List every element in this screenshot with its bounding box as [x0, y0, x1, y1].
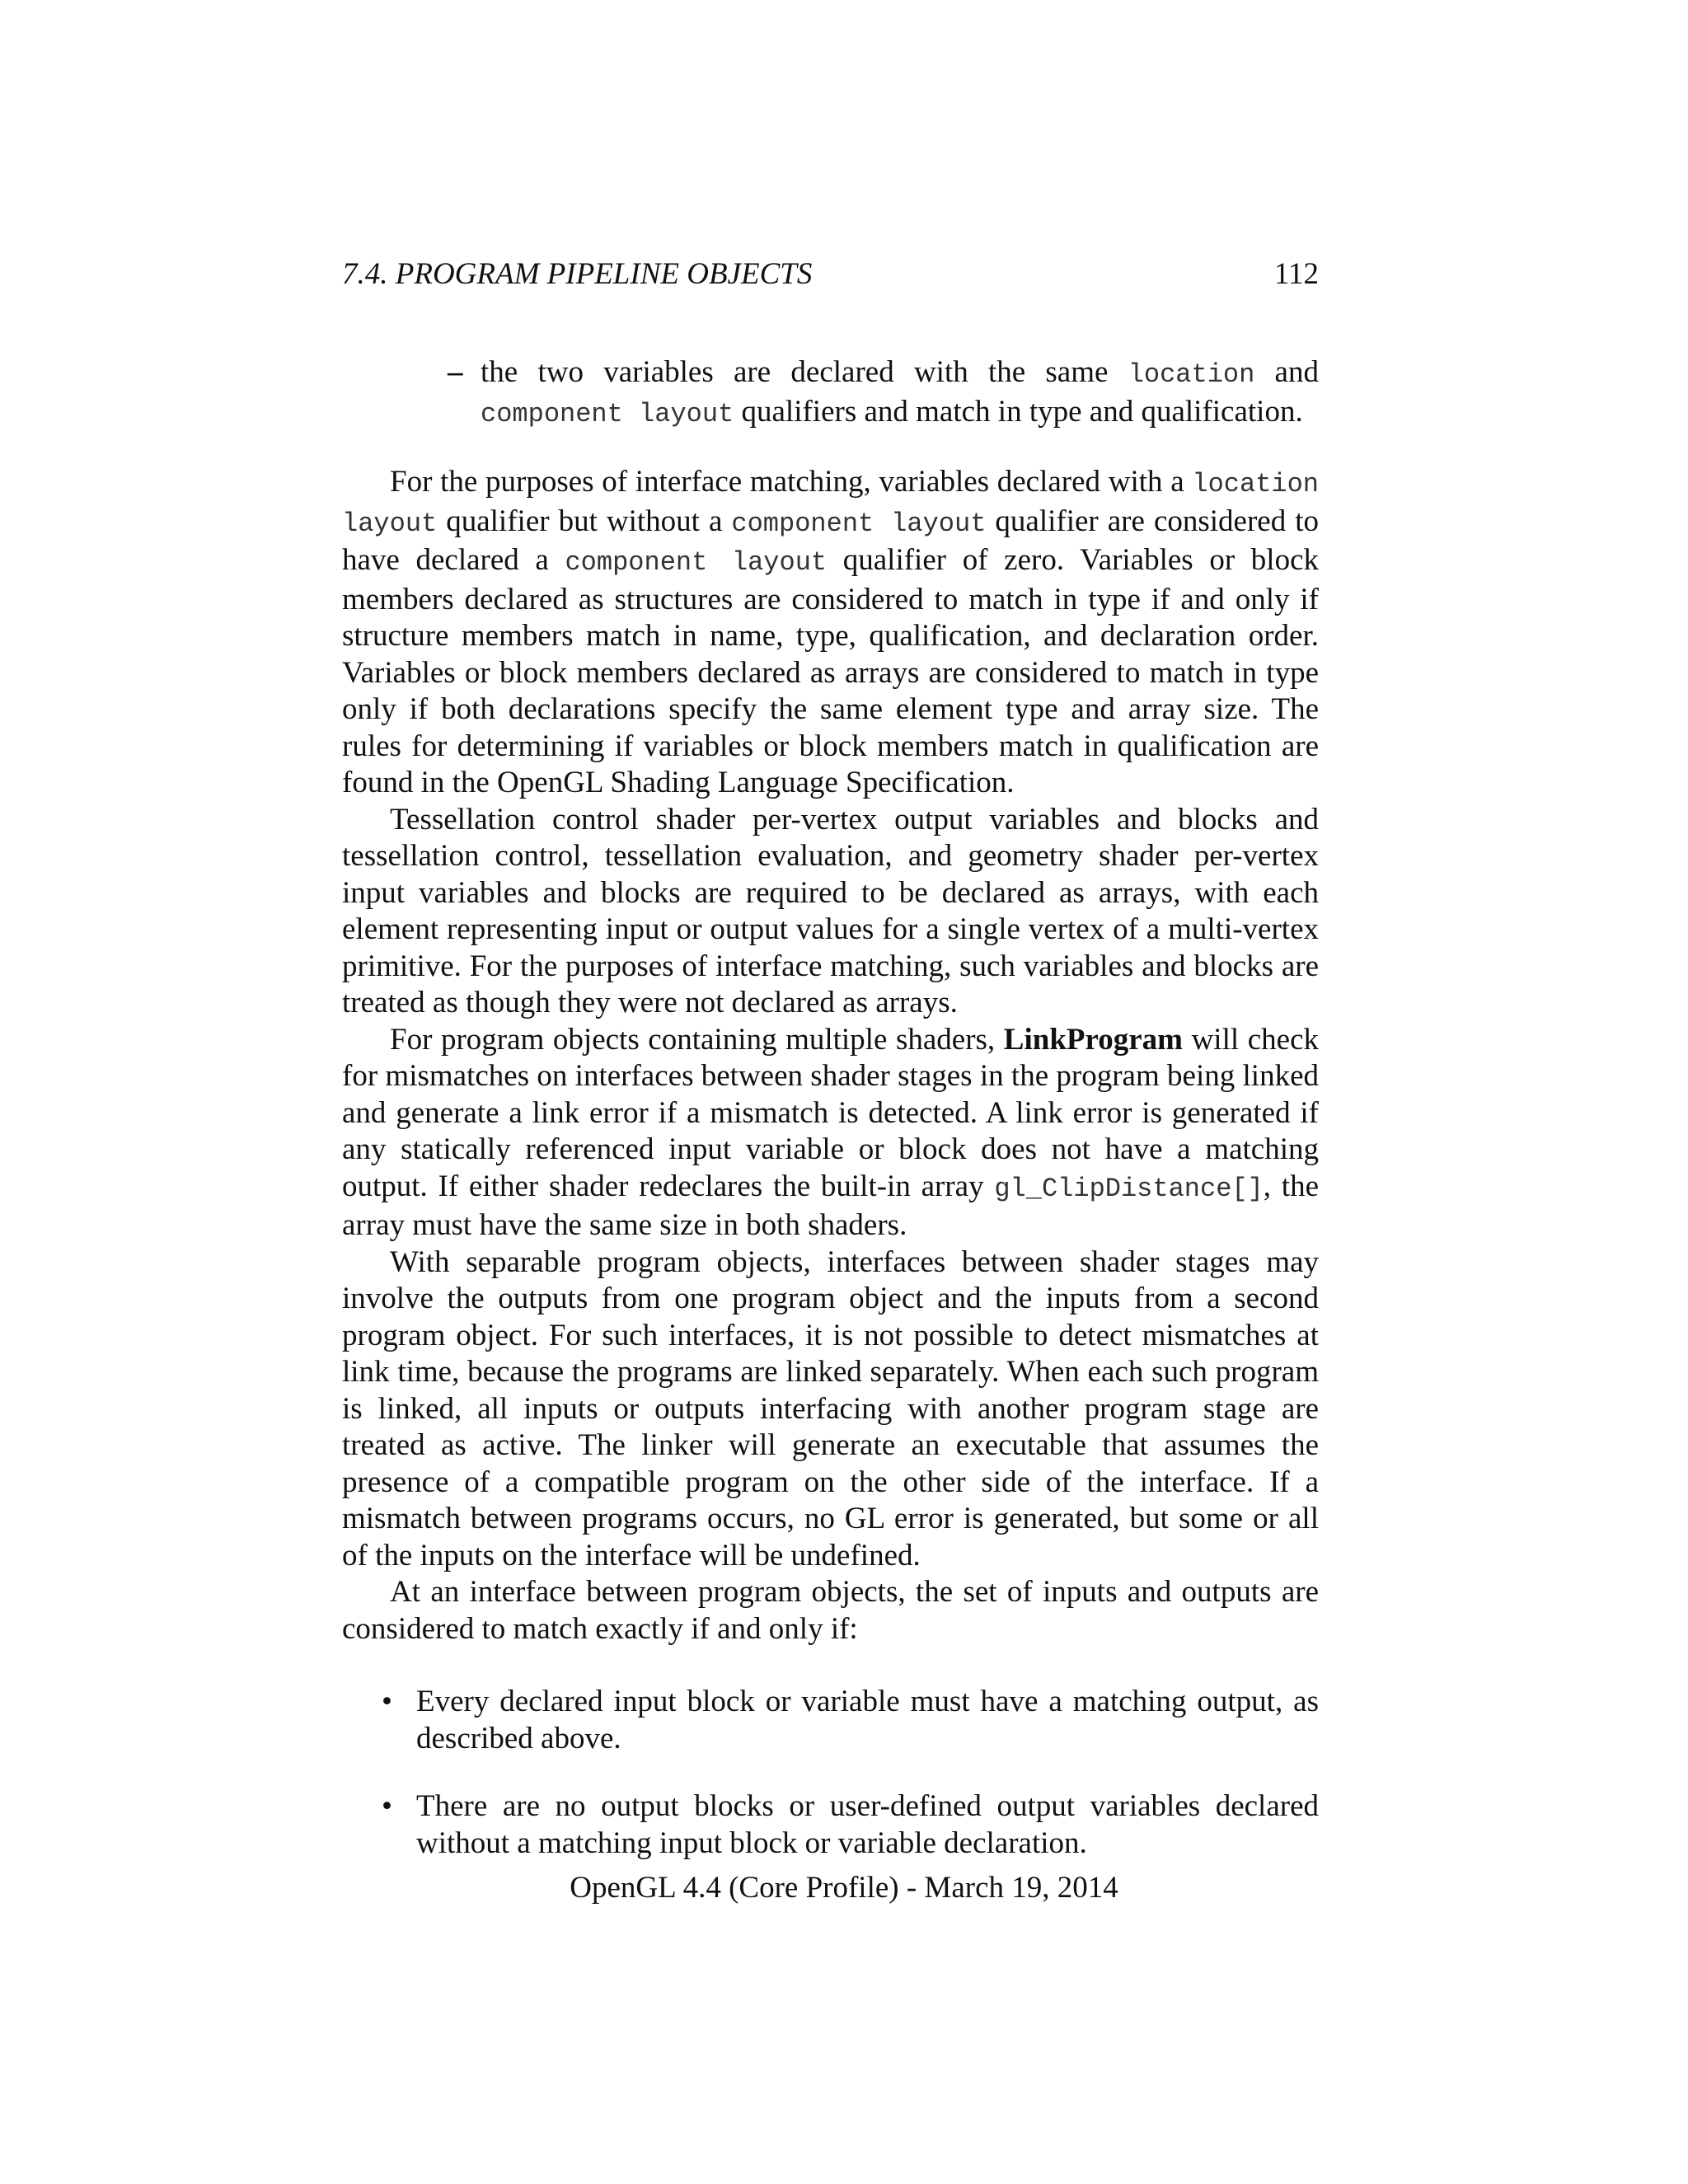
paragraph-separable-programs: With separable program objects, interfaces between shader stages may involve the outputs from one program object and the inputs from a second program object. For such interfaces, it is not possible to detect mismatches at link time, because the programs are linked separately. When each such program is linked, all inputs or outputs interfacing with another program stage are treated as active. The linker will generate an executable that assumes the presence of a compatible program on the other side of the interface. If a mismatch between programs occurs, no GL error is generated, but some or all of the inputs on the interface will be undefined.	[342, 1244, 1319, 1572]
page-header	[342, 255, 1319, 293]
page-footer: OpenGL 4.4 (Core Profile) - March 19, 2014	[570, 1871, 1118, 1905]
dash-marker: –	[448, 355, 463, 389]
text-run: For program objects containing multiple shaders,	[390, 1022, 1004, 1057]
text-run: will check for mismatches on interfaces between shader stages in the program being linked and generate a link error if a mismatch is detected. A link error is generated if any statically referenced input variable or block does not have a matching output. If either shader redeclares the built-in array	[342, 1022, 1319, 1203]
bullet-list-item	[382, 1684, 1319, 1757]
section-title: 7.4. PROGRAM PIPELINE OBJECTS	[342, 257, 813, 291]
text-run: , the array must have the same size in both shaders.	[342, 1169, 1320, 1242]
dash-list-item	[448, 354, 1319, 433]
text-run: qualifier but without a	[437, 504, 732, 538]
code-clip-distance: gl_ClipDistance[]	[994, 1173, 1264, 1204]
bullet-text: There are no output blocks or user-defined output variables declared without a matching input block or variable declaration.	[416, 1789, 1319, 1860]
bullet-marker: •	[382, 1789, 392, 1823]
code-location: location	[1128, 359, 1255, 390]
bullet-list-item	[382, 1788, 1319, 1862]
code-component-layout: component layout	[481, 398, 734, 429]
paragraph-interface-matching	[342, 464, 1319, 802]
text-run: For the purposes of interface matching, variables declared with a	[390, 465, 1193, 499]
bullet-marker: •	[382, 1685, 392, 1718]
bullet-text: Every declared input block or variable must have a matching output, as described above.	[416, 1685, 1319, 1755]
text-run: and	[1254, 355, 1319, 389]
code-location-layout: location layout	[342, 469, 1319, 539]
page-body	[342, 354, 1319, 1862]
paragraph-interface-exact-match: At an interface between program objects, the set of inputs and outputs are considered to match exactly if and only if:	[342, 1575, 1319, 1646]
text-run: qualifier are considered to have declared a	[342, 504, 1320, 577]
paragraph-tessellation: Tessellation control shader per-vertex output variables and blocks and tessellation control, tessellation evaluation, and geometry shader per-vertex input variables and blocks are required to be declared as arrays, with each element representing input or output values for a single vertex of a multi-vertex primitive. For the purposes of interface matching, such variables and blocks are treated as though they were not declared as arrays.	[342, 802, 1319, 1019]
text-run: qualifier of zero. Variables or block members declared as structures are considered to match in type if and only if structure members match in name, type, qualification, and declaration order. Variables or block members declared as arrays are considered to match in type only if both declarations specify the same element type and array size. The rules for determining if variables or block members match in qualification are found in the OpenGL Shading Language Specification.	[342, 543, 1320, 799]
paragraph-link-program	[342, 1022, 1319, 1244]
text-run: qualifiers and match in type and qualification.	[734, 394, 1303, 429]
text-run: the two variables are declared with the same	[481, 355, 1128, 389]
code-component-layout: component layout	[731, 508, 987, 539]
code-component-layout: component layout	[565, 547, 828, 578]
function-name: LinkProgram	[1003, 1022, 1183, 1057]
page-number: 112	[1273, 257, 1319, 291]
